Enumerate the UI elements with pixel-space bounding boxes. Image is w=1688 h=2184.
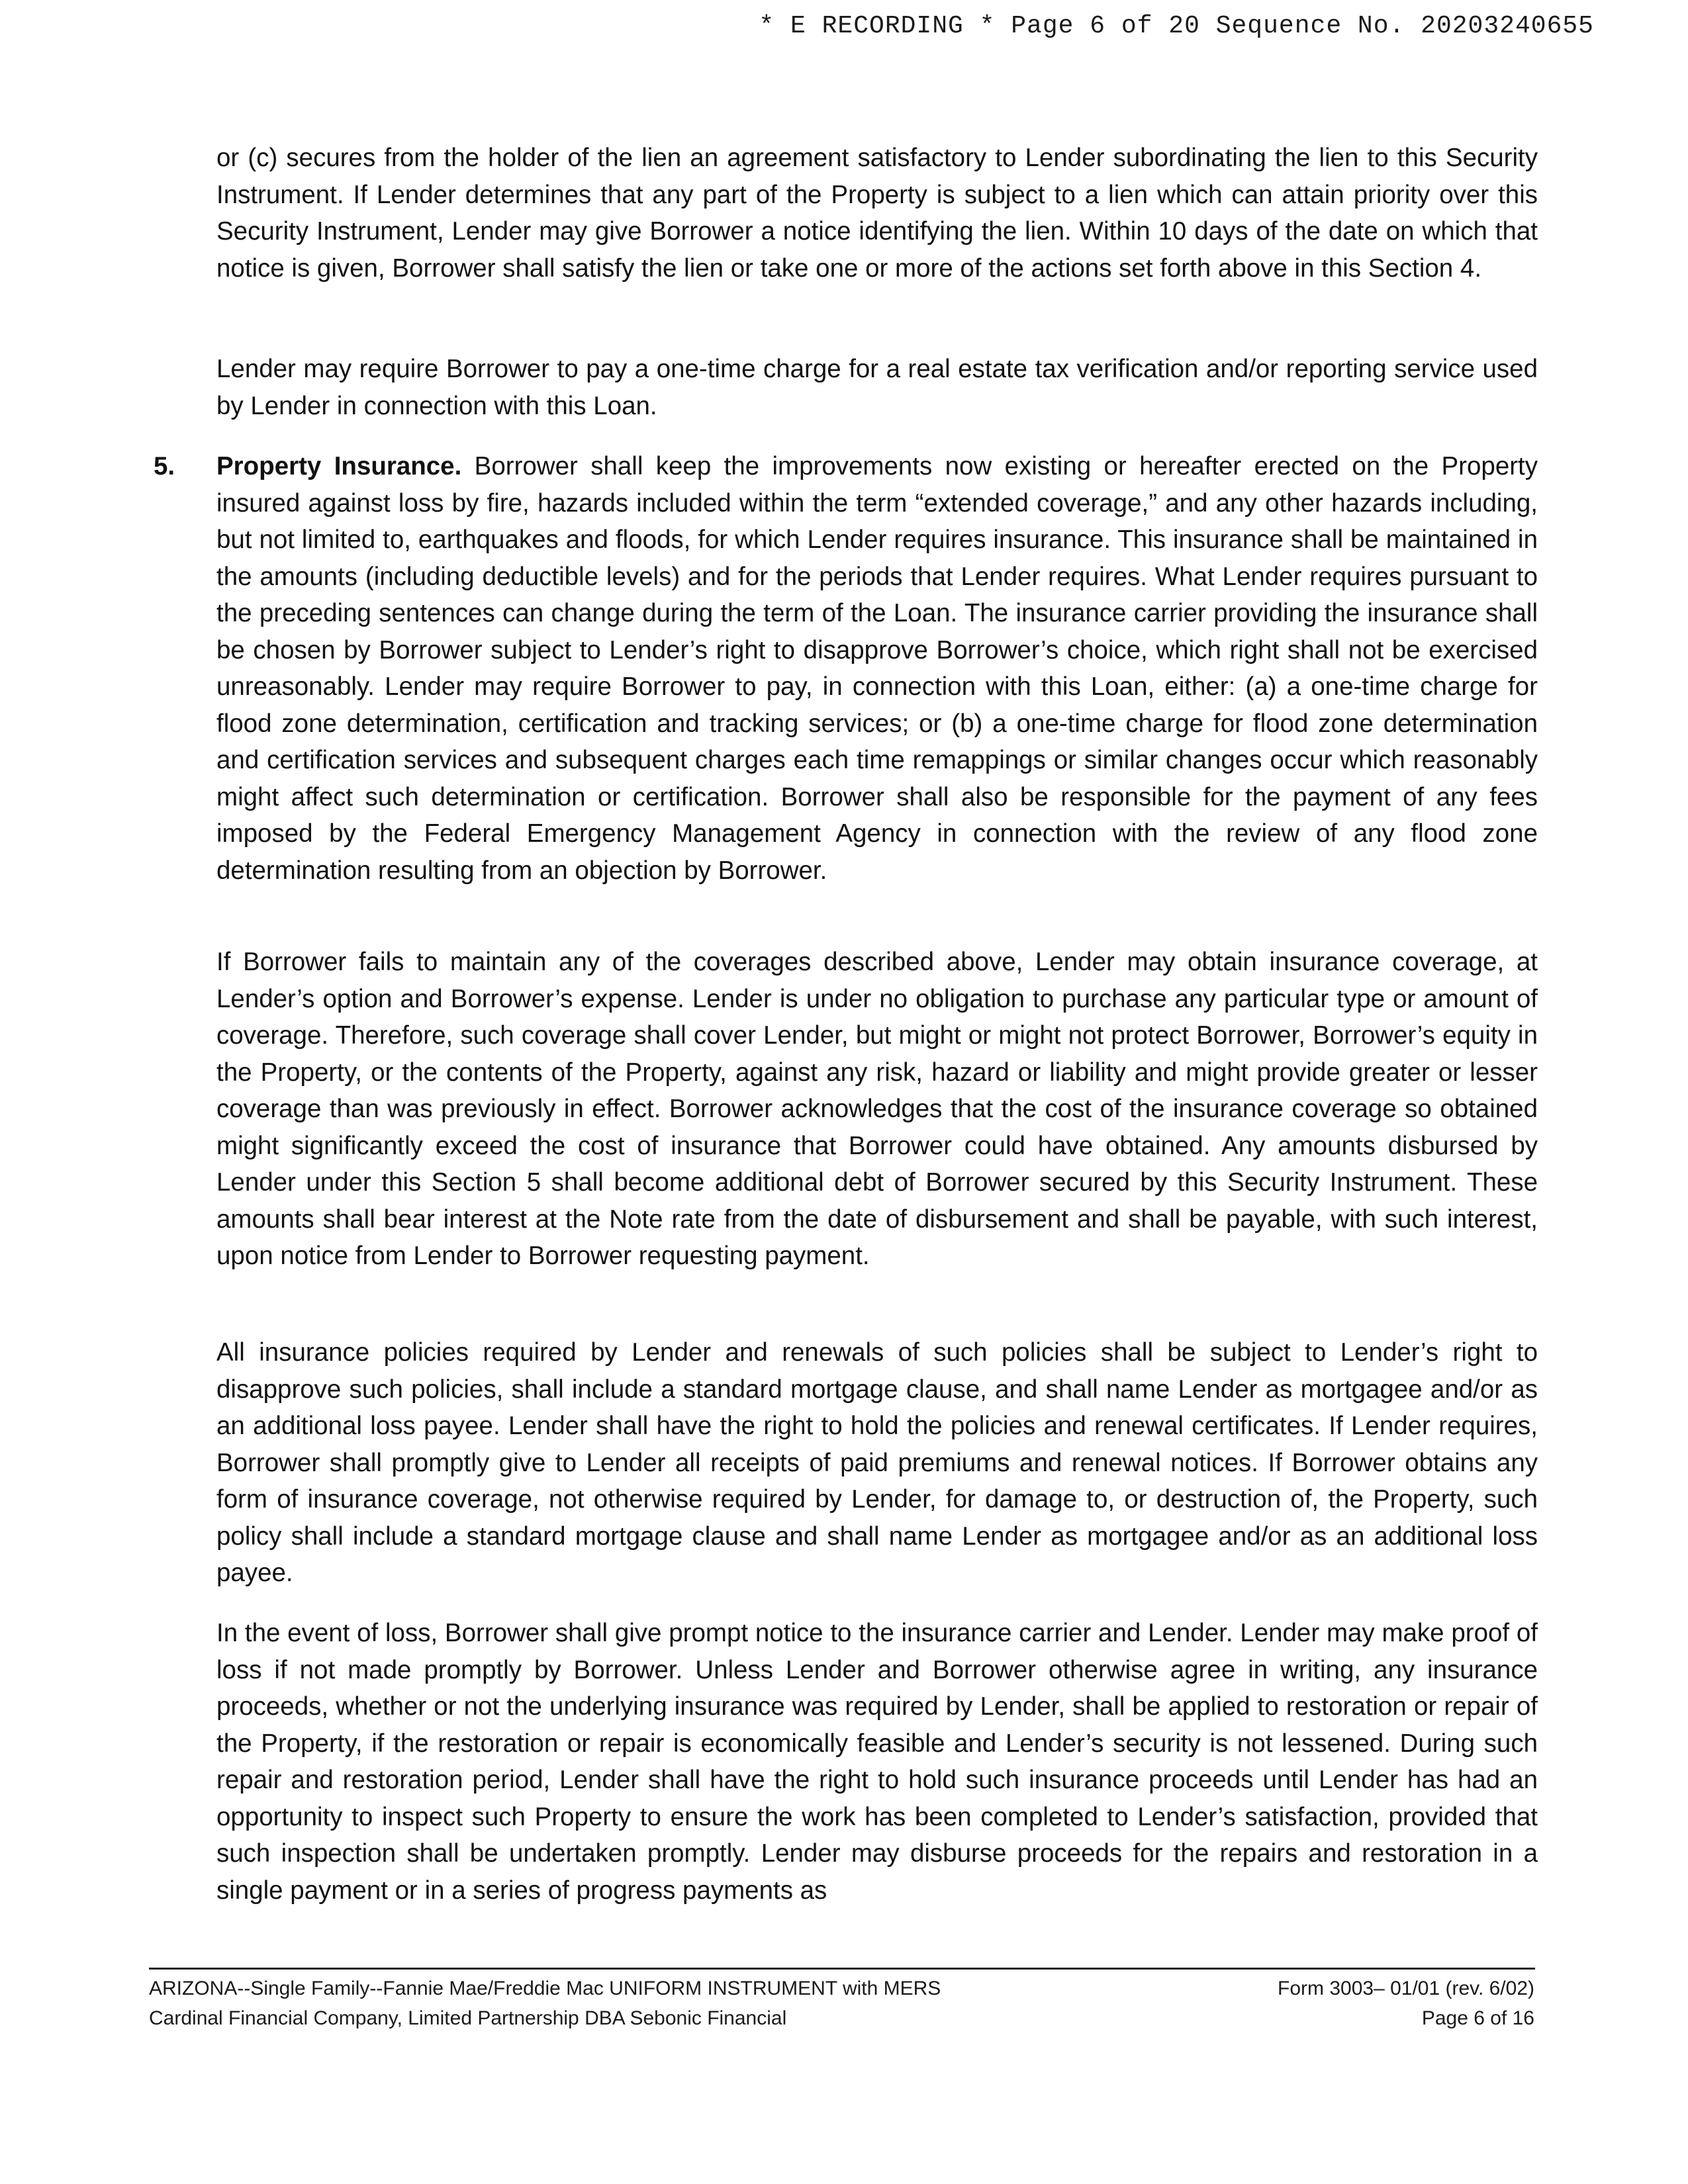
paragraph-lender-obtained-coverage: If Borrower fails to maintain any of the coverages described above, Lender may obtain insurance coverage, at Lender’s option and Borrower’s expense. Lender is under no obligation to purchase any particular type or amount of coverage. Therefore, such coverage shall cover Lender, but might or might not protect Borrower, Borrower’s equity in the Property, or the contents of the Property, against any risk, hazard or liability and might provide greater or lesser coverage than was previously in effect. Borrower acknowledges that the cost of the insurance coverage so obtained might significantly exceed the cost of insurance that Borrower could have obtained. Any amounts disbursed by Lender under this Section 5 shall become additional debt of Borrower secured by this Security Instrument. These amounts shall bear interest at the Note rate from the date of disbursement and shall be payable, with such interest, upon notice from Lender to Borrower requesting payment. — [216, 948, 1538, 1270]
paragraph-section5-property-insurance — [216, 448, 1538, 889]
section-number: 5. — [154, 452, 175, 480]
footer-divider — [149, 1968, 1535, 1970]
paragraph-section4-continuation: or (c) secures from the holder of the lien an agreement satisfactory to Lender subordinating the lien to this Security Instrument. If Lender determines that any part of the Property is subject to a lien which can attain priority over this Security Instrument, Lender may give Borrower a notice identifying the lien. Within 10 days of the date on which that notice is given, Borrower shall satisfy the lien or take one or more of the actions set forth above in this Section 4. — [216, 144, 1538, 283]
section-heading: Property Insurance. — [216, 452, 462, 480]
footer-page-number: Page 6 of 16 — [1421, 2007, 1534, 2029]
footer-lender-name: Cardinal Financial Company, Limited Partnership DBA Sebonic Financial — [149, 2007, 787, 2029]
paragraph-tax-verification-charge: Lender may require Borrower to pay a one-time charge for a real estate tax verification and/or reporting service used by Lender in connection with this Loan. — [216, 355, 1538, 420]
section-text: Borrower shall keep the improvements now existing or hereafter erected on the Property insured against loss by fire, hazards included within the term “extended coverage,” and any other hazards including, but not limited to, earthquakes and floods, for which Lender requires insurance. This insurance shall be maintained in the amounts (including deductible levels) and for the periods that Lender requires. What Lender requires pursuant to the preceding sentences can change during the term of the Loan. The insurance carrier providing the insurance shall be chosen by Borrower subject to Lender’s right to disapprove Borrower’s choice, which right shall not be exercised unreasonably. Lender may require Borrower to pay, in connection with this Loan, either: (a) a one-time charge for flood zone determination, certification and tracking services; or (b) a one-time charge for flood zone determination and certification services and subsequent charges each time remappings or similar changes occur which reasonably might affect such determination or certification. Borrower shall also be responsible for the payment of any fees imposed by the Federal Emergency Management Agency in connection with the review of any flood zone determination resulting from an objection by Borrower. — [216, 452, 1538, 885]
recording-header: * E RECORDING * Page 6 of 20 Sequence No. 20203240655 — [759, 12, 1594, 40]
footer-form-title: ARIZONA--Single Family--Fannie Mae/Freddie Mac UNIFORM INSTRUMENT with MERS — [149, 1978, 941, 1999]
footer-form-number: Form 3003– 01/01 (rev. 6/02) — [1278, 1978, 1534, 1999]
paragraph-insurance-policies: All insurance policies required by Lender and renewals of such policies shall be subject to Lender’s right to disapprove such policies, shall include a standard mortgage clause, and shall name Lender as mortgagee and/or as an additional loss payee. Lender shall have the right to hold the policies and renewal certificates. If Lender requires, Borrower shall promptly give to Lender all receipts of paid premiums and renewal notices. If Borrower obtains any form of insurance coverage, not otherwise required by Lender, for damage to, or destruction of, the Property, such policy shall include a standard mortgage clause and shall name Lender as mortgagee and/or as an additional loss payee. — [216, 1338, 1538, 1587]
paragraph-event-of-loss: In the event of loss, Borrower shall give prompt notice to the insurance carrier and Lender. Lender may make proof of loss if not made promptly by Borrower. Unless Lender and Borrower otherwise agree in writing, any insurance proceeds, whether or not the underlying insurance was required by Lender, shall be applied to restoration or repair of the Property, if the restoration or repair is economically feasible and Lender’s security is not lessened. During such repair and restoration period, Lender shall have the right to hold such insurance proceeds until Lender has had an opportunity to inspect such Property to ensure the work has been completed to Lender’s satisfaction, provided that such inspection shall be undertaken promptly. Lender may disburse proceeds for the repairs and restoration in a single payment or in a series of progress payments as — [216, 1619, 1538, 1905]
